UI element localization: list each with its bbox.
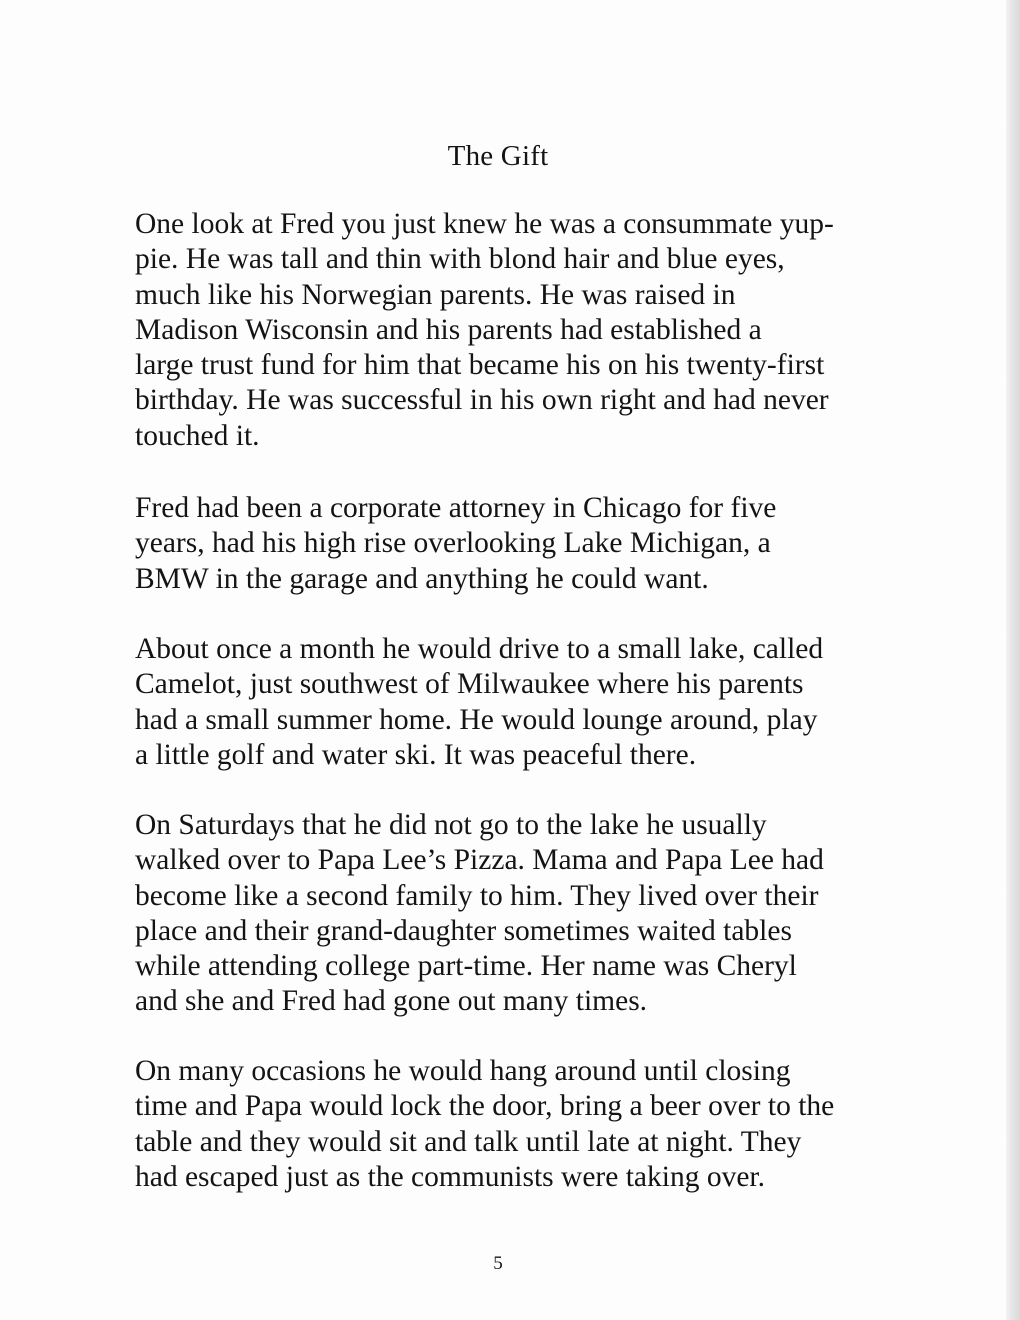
paragraph-5	[135, 1054, 865, 1195]
text-line: table and they would sit and talk until late at night. They	[135, 1125, 802, 1158]
text-line: On Saturdays that he did not go to the lake he usually	[135, 809, 767, 841]
text-line: birthday. He was successful in his own right and had never	[135, 384, 829, 417]
text-line: BMW in the garage and anything he could want.	[135, 562, 709, 595]
text-line: and she and Fred had gone out many times.	[135, 985, 648, 1018]
text-line: time and Papa would lock the door, bring a beer over to the	[135, 1090, 835, 1123]
text-line: pie. He was tall and thin with blond hair and blue eyes,	[135, 243, 785, 276]
paragraph-1	[135, 207, 865, 454]
page-number: 5	[493, 1253, 503, 1274]
text-line: become like a second family to him. They lived over their	[135, 879, 819, 912]
text-line: while attending college part-time. Her name was Cheryl	[135, 950, 797, 983]
text-line: much like his Norwegian parents. He was raised in	[135, 278, 736, 311]
text-line: Camelot, just southwest of Milwaukee where his parents	[135, 668, 804, 701]
page-title: The Gift	[447, 140, 549, 172]
text-line: a little golf and water ski. It was peaceful there.	[135, 738, 697, 771]
paragraph-2	[135, 491, 865, 597]
paragraph-3	[135, 632, 865, 773]
text-line: large trust fund for him that became his on his twenty-first	[135, 349, 825, 382]
text-line: One look at Fred you just knew he was a consummate yup-	[135, 208, 834, 240]
text-line: On many occasions he would hang around until closing	[135, 1055, 791, 1087]
text-line: had escaped just as the communists were taking over.	[135, 1160, 765, 1193]
text-line: place and their grand-daughter sometimes waited tables	[135, 914, 792, 947]
text-line: years, had his high rise overlooking Lake Michigan, a	[135, 527, 771, 560]
text-line: About once a month he would drive to a small lake, called	[135, 633, 824, 665]
text-line: Fred had been a corporate attorney in Chicago for five	[135, 492, 777, 524]
text-line: walked over to Papa Lee’s Pizza. Mama and Papa Lee had	[135, 844, 824, 877]
scan-edge-shadow	[1006, 0, 1020, 1320]
paragraph-4	[135, 808, 865, 1020]
text-line: touched it.	[135, 419, 260, 452]
text-line: Madison Wisconsin and his parents had established a	[135, 313, 762, 346]
text-line: had a small summer home. He would lounge around, play	[135, 703, 818, 736]
